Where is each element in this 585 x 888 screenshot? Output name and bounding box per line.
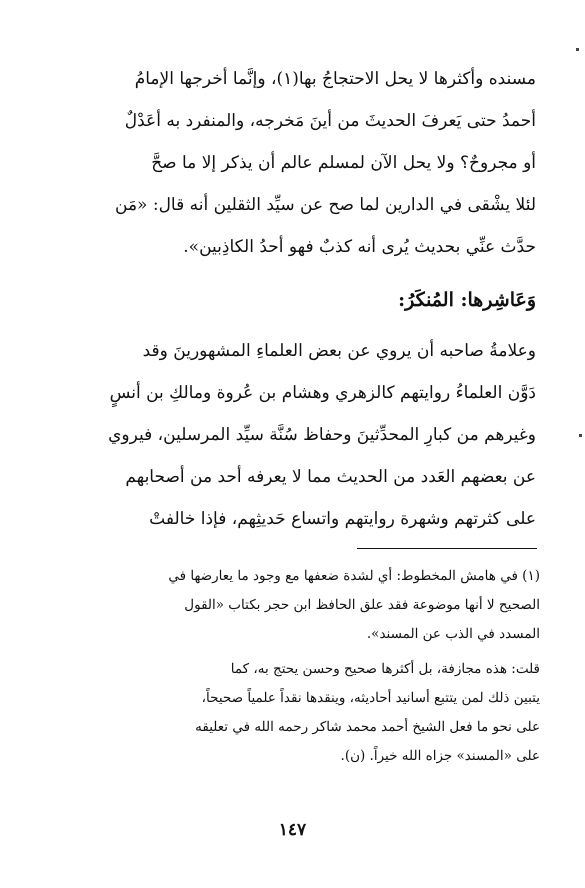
body-line: أو مجروحٌ؟ ولا يحل الآن لمسلم عالم أن يذكر إلا ما صحَّ <box>151 153 536 173</box>
body-line: وعلامةُ صاحبه أن يروي عن بعض العلماءِ المشهورينَ وقد <box>142 341 536 361</box>
footnote-separator <box>357 548 537 549</box>
footnote-line: يتبين ذلك لمن يتتبع أسانيد أحاديثه، وينقدها نقداً علمياً صحيحاً، <box>201 690 540 706</box>
main-text <box>66 58 536 540</box>
scan-speck <box>579 434 582 437</box>
body-line: عن بعضهم العَدد من الحديث مما لا يعرفه أحد من أصحابهم <box>125 467 536 487</box>
body-line: حدَّث عنِّي بحديث يُرى أنه كذبٌ فهو أحدُ الكاذِبين». <box>183 237 536 257</box>
body-line: مسنده وأكثرها لا يحل الاحتجاجُ بها(١)، وإنَّما أخرجها الإمامُ <box>134 69 536 89</box>
footnote-line: المسدد في الذب عن المسند». <box>366 626 540 642</box>
body-line: على كثرتهم وشهرة روايتهم واتساع حَديثِهم، فإذا خالفتْ <box>149 509 536 529</box>
footnote-line: على «المسند» جزاه الله خيراً. (ن). <box>340 748 540 764</box>
footnote-line: الصحيح لا أنها موضوعة فقد علق الحافظ ابن حجر بكتاب «القول <box>184 597 540 613</box>
page-number: ١٤٧ <box>278 820 307 840</box>
scan-speck <box>576 48 579 51</box>
footnote-line: على نحو ما فعل الشيخ أحمد محمد شاكر رحمه الله في تعليقه <box>195 719 540 735</box>
footnotes <box>60 562 540 771</box>
footnote-line: (١) في هامش المخطوط: أي لشدة ضعفها مع وجود ما يعارضها في <box>168 568 540 584</box>
body-line: أحمدُ حتى يَعرفَ الحديثَ من أينَ مَخرجه، والمنفرد به أعَدْلٌ <box>124 111 536 131</box>
body-line: لئلا يشْقى في الدارين لما صح عن سيِّد الثقلين أنه قال: «مَن <box>115 195 536 215</box>
footnote-line: قلت: هذه مجازفة، بل أكثرها صحيح وحسن يحتج به، كما <box>230 661 540 677</box>
body-line: وغيرهم من كبارِ المحدِّثينَ وحفاظ سُنَّة سيِّد المرسلين، فيروي <box>108 425 536 445</box>
section-heading: وَعَاشِرها: المُنكَرُ: <box>398 289 536 311</box>
body-line: دَوَّن العلماءُ روايتهم كالزهري وهشام بن عُروة ومالكِ بن أنسٍ <box>109 383 536 403</box>
